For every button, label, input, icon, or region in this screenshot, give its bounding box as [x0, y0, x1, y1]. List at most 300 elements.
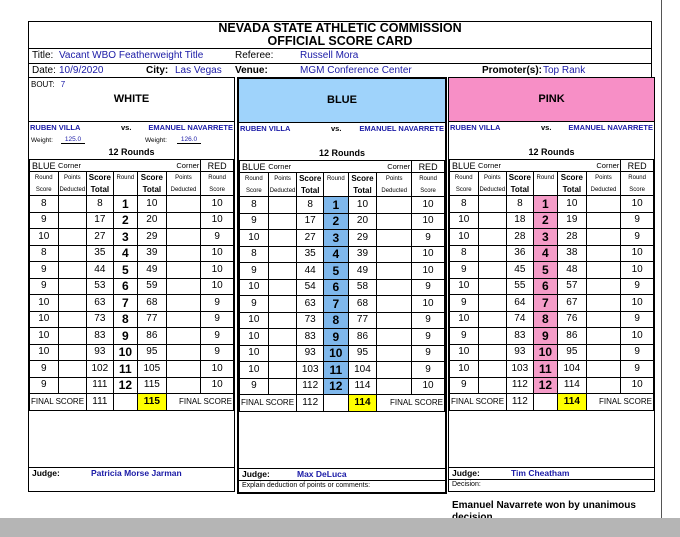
score-cell — [377, 230, 412, 247]
col-round-label-red: Round — [412, 173, 445, 186]
score-cell: 39 — [348, 246, 377, 263]
blue-corner-fighter: RUBEN VILLA — [30, 123, 81, 132]
score-cell: 77 — [348, 312, 377, 329]
round-row — [30, 344, 234, 361]
final-score-red: 114 — [558, 394, 587, 411]
round-number: 4 — [533, 245, 557, 262]
score-cell: 44 — [87, 262, 114, 279]
title-value: Vacant WBO Featherweight Title — [59, 50, 204, 61]
score-cell — [478, 295, 507, 312]
fighter-names-row — [29, 122, 234, 133]
score-cell — [377, 296, 412, 313]
col-score-label: Score — [297, 173, 324, 186]
score-cell — [478, 196, 507, 213]
col-score-sub-red: Score — [201, 184, 234, 196]
score-cell: 93 — [297, 345, 324, 362]
score-cell: 10 — [450, 212, 479, 229]
corner-label-left: Corner — [478, 160, 533, 172]
score-cell — [377, 213, 412, 230]
score-cell: 86 — [348, 329, 377, 346]
col-points-label-red: Points — [166, 172, 201, 185]
scorecard-panel-pink — [448, 77, 655, 511]
score-cell: 93 — [87, 344, 114, 361]
score-cell: 9 — [30, 361, 59, 378]
col-total-sub: Total — [87, 184, 114, 196]
scorecard-panel-blue — [237, 77, 447, 494]
score-cell: 9 — [412, 345, 445, 362]
score-cell — [478, 344, 507, 361]
round-number: 9 — [533, 328, 557, 345]
round-number: 12 — [533, 377, 557, 394]
score-cell — [166, 361, 201, 378]
final-score-label: FINAL SCORE — [240, 395, 297, 412]
score-cell — [166, 245, 201, 262]
round-row — [450, 262, 654, 279]
score-cell: 8 — [87, 196, 114, 213]
score-cell: 9 — [240, 296, 269, 313]
score-cell — [58, 328, 87, 345]
score-cell: 38 — [558, 245, 587, 262]
score-cell — [586, 311, 621, 328]
score-cell: 8 — [507, 196, 534, 213]
score-cell: 9 — [412, 362, 445, 379]
round-number: 6 — [113, 278, 137, 295]
panel-corner-name: BLUE — [327, 94, 357, 106]
score-cell: 10 — [30, 229, 59, 246]
round-row — [240, 296, 445, 313]
decision-label: Decision: — [449, 479, 654, 490]
col-score-label-red: Score — [138, 172, 167, 185]
col-deducted-sub: Deducted — [268, 185, 297, 197]
red-corner-fighter: EMANUEL NAVARRETE — [148, 123, 233, 132]
score-cell — [268, 329, 297, 346]
score-cell: 28 — [507, 229, 534, 246]
score-cell: 104 — [558, 361, 587, 378]
red-weight-value: 126.0 — [177, 136, 201, 144]
final-score-label: FINAL SCORE — [30, 394, 87, 411]
referee-label: Referee: — [235, 50, 274, 61]
score-cell — [268, 378, 297, 395]
blue-corner-label: BLUE — [30, 160, 59, 172]
score-cell — [166, 278, 201, 295]
col-total-sub-red: Total — [558, 184, 587, 196]
col-round-label: Round — [240, 173, 269, 186]
score-cell: 29 — [348, 230, 377, 247]
final-score-label-red: FINAL SCORE — [377, 395, 445, 412]
round-row — [450, 196, 654, 213]
judge-row — [239, 468, 445, 480]
score-cell — [478, 328, 507, 345]
score-cell: 68 — [138, 295, 167, 312]
score-cell — [58, 278, 87, 295]
col-score-label: Score — [87, 172, 114, 185]
score-cell: 83 — [297, 329, 324, 346]
score-cell: 112 — [507, 377, 534, 394]
corner-label-left: Corner — [58, 160, 113, 172]
score-cell — [166, 344, 201, 361]
round-row — [30, 262, 234, 279]
col-deducted-sub-red: Deducted — [377, 185, 412, 197]
promoter-value: Top Rank — [543, 65, 586, 76]
col-points-label-red: Points — [586, 172, 621, 185]
score-cell: 9 — [621, 278, 654, 295]
score-cell — [268, 362, 297, 379]
score-cell: 10 — [621, 196, 654, 213]
score-cell: 28 — [558, 229, 587, 246]
round-number: 10 — [113, 344, 137, 361]
score-cell — [478, 361, 507, 378]
score-cell: 9 — [412, 329, 445, 346]
col-deducted-sub: Deducted — [478, 184, 507, 196]
score-cell: 10 — [412, 246, 445, 263]
corner-label-right: Corner — [558, 160, 621, 172]
score-table — [449, 159, 654, 411]
round-row — [240, 246, 445, 263]
score-cell: 10 — [621, 377, 654, 394]
score-cell — [58, 262, 87, 279]
score-cell: 9 — [412, 279, 445, 296]
round-row — [30, 196, 234, 213]
score-cell — [377, 263, 412, 280]
score-cell: 9 — [201, 229, 234, 246]
col-round-center-label: Round — [533, 172, 557, 185]
round-row — [30, 245, 234, 262]
score-cell: 103 — [507, 361, 534, 378]
round-number: 11 — [533, 361, 557, 378]
score-cell — [377, 312, 412, 329]
score-cell: 9 — [412, 230, 445, 247]
score-cell: 10 — [412, 213, 445, 230]
round-row — [240, 345, 445, 362]
col-deducted-sub-red: Deducted — [166, 184, 201, 196]
score-cell — [478, 229, 507, 246]
score-cell — [58, 212, 87, 229]
col-score-sub-red: Score — [621, 184, 654, 196]
score-cell — [268, 345, 297, 362]
red-corner-label: RED — [621, 160, 654, 172]
score-cell — [586, 278, 621, 295]
score-cell: 48 — [558, 262, 587, 279]
city-value: Las Vegas — [175, 65, 222, 76]
score-cell: 10 — [621, 262, 654, 279]
score-cell: 10 — [412, 197, 445, 214]
score-cell: 115 — [138, 377, 167, 394]
score-cell — [478, 212, 507, 229]
score-cell: 68 — [348, 296, 377, 313]
judge-name: Tim Cheatham — [511, 468, 570, 478]
score-cell: 20 — [348, 213, 377, 230]
score-cell: 19 — [558, 212, 587, 229]
final-score-label: FINAL SCORE — [450, 394, 507, 411]
score-cell: 10 — [30, 344, 59, 361]
round-number: 11 — [113, 361, 137, 378]
venue-label: Venue: — [235, 65, 268, 76]
score-cell: 102 — [87, 361, 114, 378]
panel-corner-name: WHITE — [113, 93, 150, 105]
score-cell: 10 — [450, 361, 479, 378]
judge-name: Patricia Morse Jarman — [91, 468, 182, 478]
score-cell — [268, 246, 297, 263]
col-round-label: Round — [30, 172, 59, 185]
venue-value: MGM Conference Center — [300, 65, 412, 76]
blue-corner-fighter: RUBEN VILLA — [450, 123, 501, 132]
round-row — [240, 263, 445, 280]
score-cell: 83 — [87, 328, 114, 345]
score-cell — [268, 263, 297, 280]
score-cell — [377, 329, 412, 346]
score-cell: 35 — [87, 245, 114, 262]
score-cell: 67 — [558, 295, 587, 312]
score-cell — [586, 229, 621, 246]
score-cell: 95 — [138, 344, 167, 361]
col-round-label-red: Round — [201, 172, 234, 185]
score-cell: 20 — [138, 212, 167, 229]
score-cell: 10 — [412, 378, 445, 395]
col-total-sub-red: Total — [138, 184, 167, 196]
round-row — [30, 328, 234, 345]
col-points-label: Points — [268, 173, 297, 186]
score-cell: 10 — [621, 245, 654, 262]
score-cell: 95 — [558, 344, 587, 361]
score-cell: 9 — [621, 311, 654, 328]
col-deducted-sub-red: Deducted — [586, 184, 621, 196]
round-number: 9 — [113, 328, 137, 345]
city-label: City: — [146, 65, 169, 76]
round-number: 2 — [113, 212, 137, 229]
round-number: 8 — [113, 311, 137, 328]
score-cell: 9 — [30, 262, 59, 279]
score-cell — [58, 361, 87, 378]
score-cell: 9 — [240, 213, 269, 230]
score-cell — [377, 246, 412, 263]
score-cell: 10 — [621, 295, 654, 312]
round-row — [240, 378, 445, 395]
fighter-names-row — [449, 122, 654, 133]
score-cell — [268, 213, 297, 230]
score-cell: 10 — [412, 296, 445, 313]
round-number: 5 — [324, 263, 349, 280]
final-score-label-red: FINAL SCORE — [166, 394, 233, 411]
promoter-label: Promoter(s): — [482, 65, 543, 76]
date-value: 10/9/2020 — [59, 65, 104, 76]
score-cell: 10 — [30, 328, 59, 345]
round-number: 7 — [324, 296, 349, 313]
bout-value: 7 — [60, 80, 66, 89]
round-row — [450, 361, 654, 378]
score-cell: 63 — [297, 296, 324, 313]
score-cell: 10 — [30, 311, 59, 328]
round-row — [240, 329, 445, 346]
score-cell — [58, 311, 87, 328]
score-cell — [268, 230, 297, 247]
round-row — [450, 377, 654, 394]
blue-weight-value: 125.0 — [61, 136, 85, 144]
score-cell: 112 — [297, 378, 324, 395]
round-number: 2 — [324, 213, 349, 230]
score-cell: 114 — [558, 377, 587, 394]
round-number: 12 — [113, 377, 137, 394]
score-cell: 8 — [240, 246, 269, 263]
score-cell: 111 — [87, 377, 114, 394]
panel-corner-header — [449, 78, 654, 122]
score-cell: 59 — [138, 278, 167, 295]
score-cell — [478, 311, 507, 328]
round-number: 4 — [324, 246, 349, 263]
final-score-blue: 112 — [297, 395, 324, 412]
score-cell — [166, 377, 201, 394]
col-points-label-red: Points — [377, 173, 412, 186]
round-number: 3 — [533, 229, 557, 246]
col-score-label-red: Score — [558, 172, 587, 185]
round-row — [240, 279, 445, 296]
score-cell: 58 — [348, 279, 377, 296]
judge-row — [29, 467, 234, 479]
score-cell: 10 — [30, 295, 59, 312]
col-round-label: Round — [450, 172, 479, 185]
round-row — [240, 213, 445, 230]
final-score-row — [450, 394, 654, 411]
col-round-label-red: Round — [621, 172, 654, 185]
score-cell: 9 — [412, 312, 445, 329]
round-number: 1 — [533, 196, 557, 213]
score-cell — [166, 229, 201, 246]
score-cell: 77 — [138, 311, 167, 328]
score-cell: 10 — [201, 361, 234, 378]
col-score-sub: Score — [30, 184, 59, 196]
score-cell — [586, 245, 621, 262]
score-cell: 10 — [240, 329, 269, 346]
round-row — [450, 295, 654, 312]
score-cell — [377, 279, 412, 296]
score-cell: 83 — [507, 328, 534, 345]
score-cell: 10 — [201, 262, 234, 279]
score-cell: 86 — [558, 328, 587, 345]
score-cell: 9 — [621, 361, 654, 378]
bout-label: BOUT: — [31, 80, 55, 89]
round-number: 7 — [113, 295, 137, 312]
round-row — [30, 311, 234, 328]
score-cell: 8 — [450, 245, 479, 262]
score-cell: 74 — [507, 311, 534, 328]
score-cell: 10 — [450, 278, 479, 295]
score-cell: 10 — [240, 362, 269, 379]
round-row — [450, 344, 654, 361]
score-cell: 8 — [450, 196, 479, 213]
score-cell — [377, 197, 412, 214]
score-cell: 55 — [507, 278, 534, 295]
round-row — [450, 229, 654, 246]
red-weight-label: Weight: — [145, 137, 167, 144]
col-score-sub: Score — [240, 185, 269, 197]
score-cell: 44 — [297, 263, 324, 280]
score-cell: 10 — [240, 230, 269, 247]
score-cell — [586, 377, 621, 394]
score-cell — [377, 362, 412, 379]
score-cell — [377, 345, 412, 362]
corner-label-left: Corner — [268, 161, 323, 173]
referee-value: Russell Mora — [300, 50, 359, 61]
score-cell: 9 — [30, 212, 59, 229]
date-label: Date: — [32, 65, 56, 76]
bout-number — [31, 80, 65, 89]
comments-label: Explain deduction of points or comments: — [239, 480, 445, 491]
final-score-label-red: FINAL SCORE — [586, 394, 653, 411]
score-cell: 9 — [201, 311, 234, 328]
score-cell: 35 — [297, 246, 324, 263]
score-cell — [268, 279, 297, 296]
score-cell — [166, 262, 201, 279]
score-cell: 103 — [297, 362, 324, 379]
round-number: 4 — [113, 245, 137, 262]
score-cell: 45 — [507, 262, 534, 279]
score-cell — [58, 344, 87, 361]
date-row — [28, 63, 652, 78]
score-cell — [586, 295, 621, 312]
round-number: 9 — [324, 329, 349, 346]
score-cell: 8 — [30, 245, 59, 262]
final-score-red: 114 — [348, 395, 377, 412]
score-cell: 10 — [240, 312, 269, 329]
round-row — [240, 197, 445, 214]
col-score-sub: Score — [450, 184, 479, 196]
score-cell: 10 — [201, 196, 234, 213]
score-cell: 9 — [201, 328, 234, 345]
col-score-label-red: Score — [348, 173, 377, 186]
score-cell: 9 — [30, 278, 59, 295]
fighter-names-row — [239, 123, 445, 134]
score-cell: 9 — [450, 377, 479, 394]
score-cell: 17 — [87, 212, 114, 229]
vs-label: vs. — [331, 124, 342, 133]
score-cell — [268, 312, 297, 329]
score-cell: 10 — [558, 196, 587, 213]
score-cell — [58, 196, 87, 213]
score-cell: 8 — [240, 197, 269, 214]
rounds-count: 12 Rounds — [318, 148, 365, 158]
round-number: 5 — [113, 262, 137, 279]
score-cell: 8 — [297, 197, 324, 214]
score-cell: 9 — [240, 378, 269, 395]
score-cell: 9 — [621, 344, 654, 361]
score-cell: 27 — [297, 230, 324, 247]
round-row — [450, 311, 654, 328]
score-cell — [166, 295, 201, 312]
score-cell — [586, 361, 621, 378]
score-cell: 10 — [201, 377, 234, 394]
score-cell: 93 — [507, 344, 534, 361]
rounds-count: 12 Rounds — [528, 147, 575, 157]
score-cell — [478, 245, 507, 262]
score-cell: 104 — [348, 362, 377, 379]
score-cell: 9 — [621, 212, 654, 229]
score-cell: 10 — [201, 212, 234, 229]
vs-label: vs. — [541, 123, 552, 132]
round-number: 1 — [324, 197, 349, 214]
score-cell — [478, 278, 507, 295]
score-cell — [58, 245, 87, 262]
panel-corner-header — [239, 79, 445, 123]
score-cell: 10 — [412, 263, 445, 280]
round-number: 1 — [113, 196, 137, 213]
rounds-count: 12 Rounds — [108, 147, 155, 157]
red-corner-fighter: EMANUEL NAVARRETE — [568, 123, 653, 132]
round-row — [450, 278, 654, 295]
round-row — [450, 212, 654, 229]
final-score-row — [30, 394, 234, 411]
score-cell: 53 — [87, 278, 114, 295]
score-cell: 73 — [297, 312, 324, 329]
col-deducted-sub: Deducted — [58, 184, 87, 196]
